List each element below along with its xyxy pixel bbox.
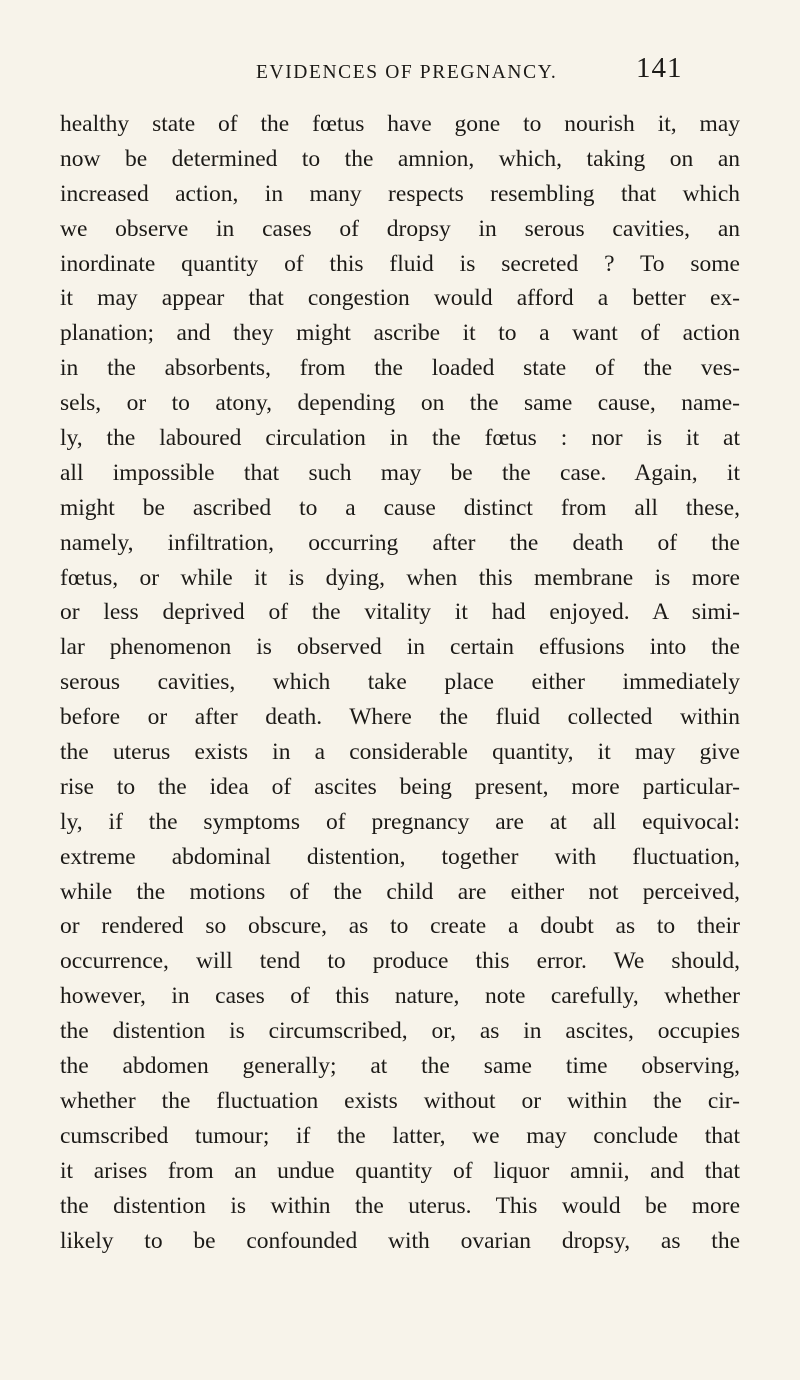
- text-line: all impossible that such may be the case. Again, it: [60, 459, 740, 486]
- text-line: sels, or to atony, depending on the same cause, name-: [60, 390, 740, 417]
- text-line: or rendered so obscure, as to create a doubt as to their: [60, 913, 740, 940]
- text-line: increased action, in many respects resembling that which: [60, 180, 740, 207]
- text-line: however, in cases of this nature, note carefully, whether: [60, 983, 740, 1010]
- text-line: ly, the laboured circulation in the fœtus : nor is it at: [60, 425, 740, 452]
- text-line: rise to the idea of ascites being present, more particular-: [60, 773, 740, 800]
- text-line: it may appear that congestion would afford a better ex-: [60, 285, 740, 312]
- text-line: whether the fluctuation exists without or within the cir-: [60, 1087, 740, 1114]
- text-line: we observe in cases of dropsy in serous cavities, an: [60, 215, 740, 242]
- text-line: cumscribed tumour; if the latter, we may conclude that: [60, 1122, 740, 1149]
- running-head: EVIDENCES OF PREGNANCY.: [256, 62, 558, 83]
- text-line: serous cavities, which take place either immediately: [60, 669, 740, 696]
- text-line: or less deprived of the vitality it had enjoyed. A simi-: [60, 599, 740, 626]
- text-line: occurrence, will tend to produce this error. We should,: [60, 948, 740, 975]
- text-line: healthy state of the fœtus have gone to nourish it, may: [60, 111, 740, 137]
- text-line: the distention is circumscribed, or, as in ascites, occupies: [60, 1018, 740, 1045]
- text-line: before or after death. Where the fluid collected within: [60, 704, 740, 731]
- page-number: 141: [636, 52, 683, 84]
- text-line: the uterus exists in a considerable quantity, it may give: [60, 739, 740, 766]
- text-line: it arises from an undue quantity of liquor amnii, and that: [60, 1157, 740, 1184]
- text-line: now be determined to the amnion, which, taking on an: [60, 145, 740, 172]
- body-text: [60, 107, 740, 1258]
- text-line: while the motions of the child are either not perceived,: [60, 878, 740, 905]
- text-line: namely, infiltration, occurring after the death of the: [60, 529, 740, 556]
- text-line: the abdomen generally; at the same time observing,: [60, 1053, 740, 1080]
- text-line: inordinate quantity of this fluid is secreted ? To some: [60, 250, 740, 277]
- text-line: planation; and they might ascribe it to a want of action: [60, 320, 740, 347]
- text-line: might be ascribed to a cause distinct from all these,: [60, 494, 740, 521]
- text-line: extreme abdominal distention, together with fluctuation,: [60, 843, 740, 870]
- text-line: in the absorbents, from the loaded state of the ves-: [60, 355, 740, 382]
- text-line: lar phenomenon is observed in certain effusions into the: [60, 634, 740, 661]
- text-line: fœtus, or while it is dying, when this membrane is more: [60, 564, 740, 591]
- text-line: likely to be confounded with ovarian dropsy, as the: [60, 1227, 740, 1254]
- text-line: ly, if the symptoms of pregnancy are at all equivocal:: [60, 808, 740, 835]
- text-line: the distention is within the uterus. This would be more: [60, 1192, 740, 1219]
